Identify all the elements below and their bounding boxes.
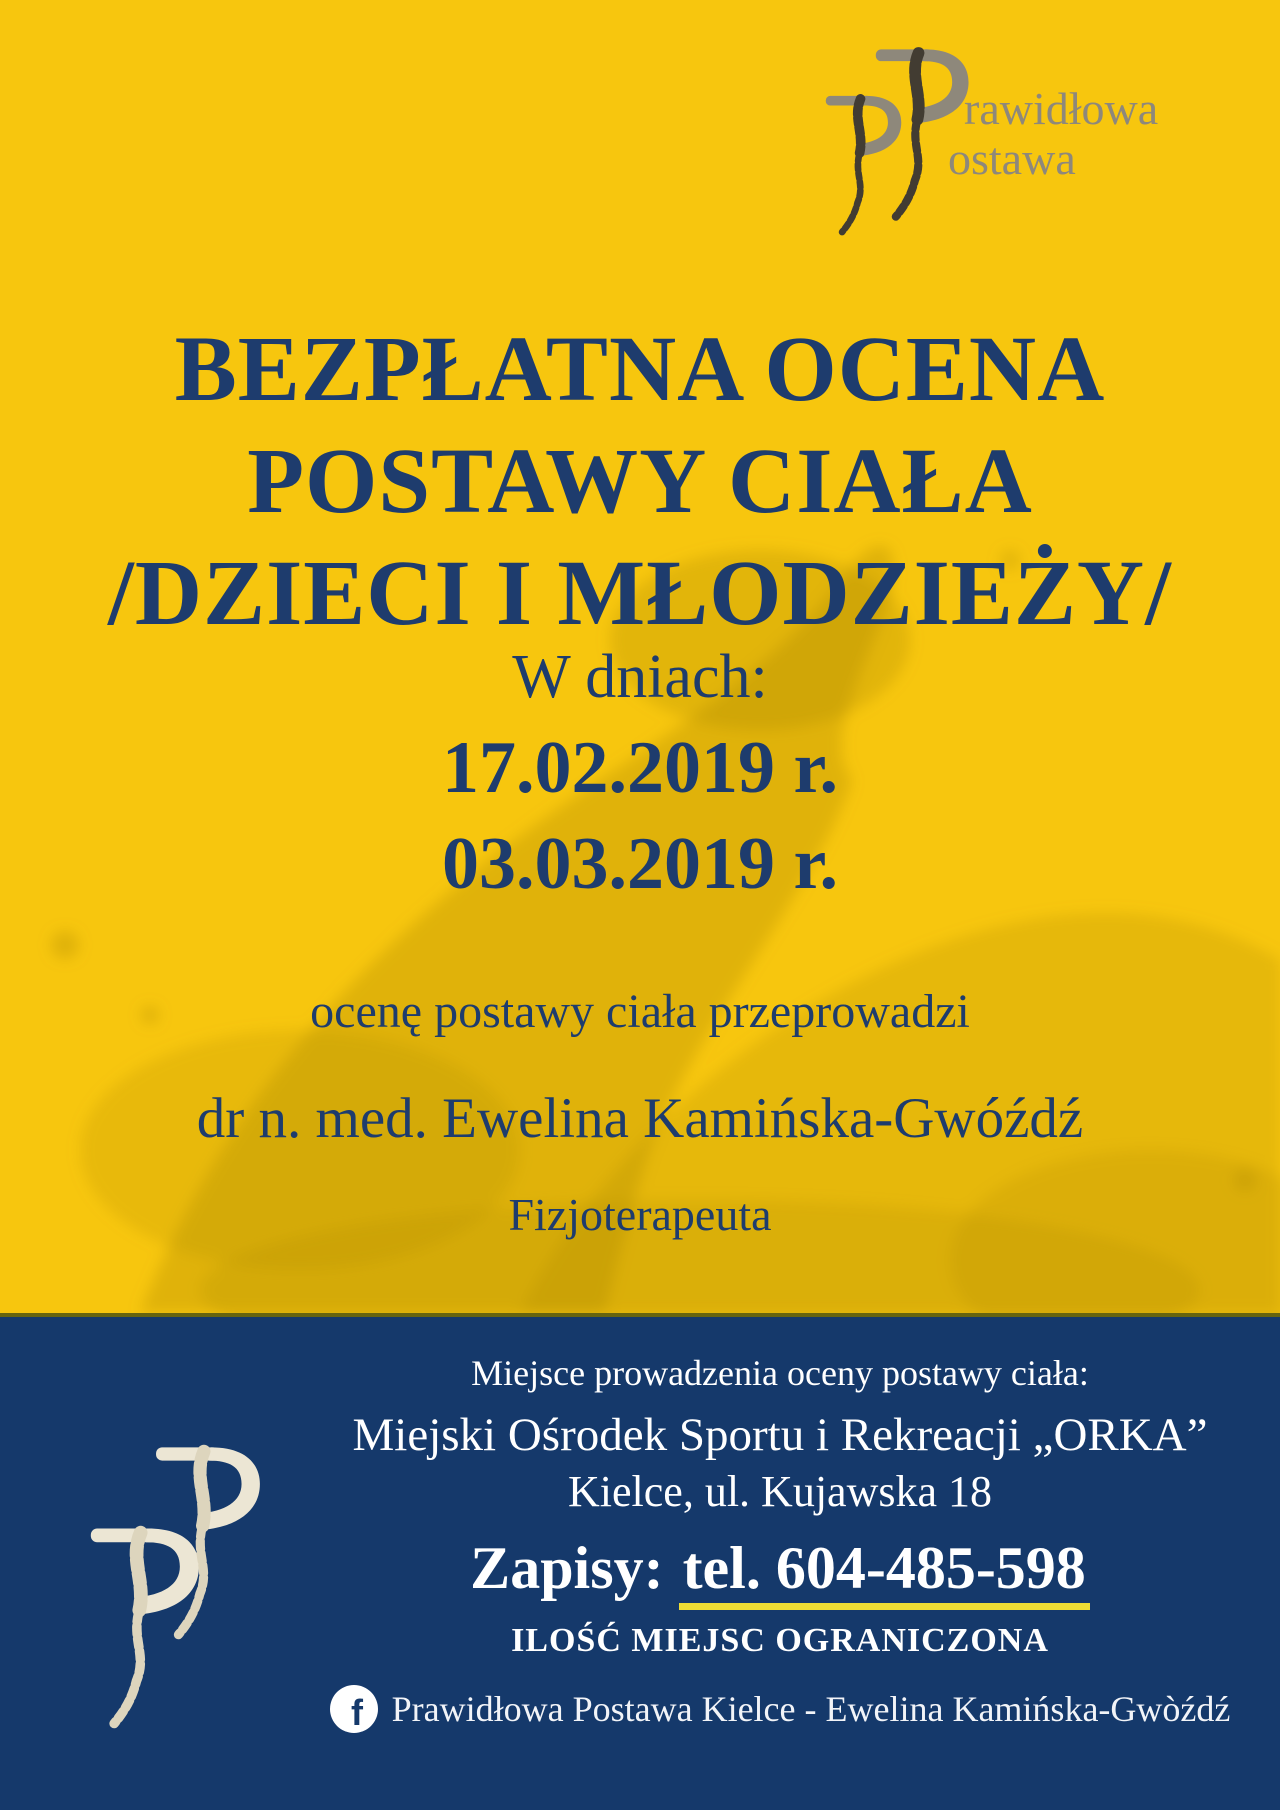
poster-title-line2: POSTAWY CIAŁA <box>247 430 1033 534</box>
schedule-date-2: 03.03.2019 r. <box>441 823 839 905</box>
brand-logo <box>800 38 1200 253</box>
venue-address: Kielce, ul. Kujawska 18 <box>568 1467 992 1516</box>
conductor-role: Fizjoterapeuta <box>508 1189 772 1240</box>
poster-title-line3: /DZIECI I MŁODZIEŻY/ <box>108 542 1172 646</box>
navy-section <box>0 1313 1280 1810</box>
brand-word-prawidlowa: rawidłowa <box>964 83 1159 134</box>
schedule-date-1: 17.02.2019 r. <box>441 727 839 809</box>
venue-heading: Miejsce prowadzenia oceny postawy ciała: <box>471 1353 1089 1393</box>
conductor-lead-text: ocenę postawy ciała przeprowadzi <box>310 985 970 1038</box>
brand-word-postawa: ostawa <box>948 133 1076 184</box>
signup-label: Zapisy: <box>470 1535 664 1601</box>
signup-line <box>300 1534 1260 1603</box>
spine-letter-p-icon <box>154 1432 266 1650</box>
venue-name: Miejski Ośrodek Sportu i Rekreacji „ORKA” <box>352 1409 1208 1461</box>
facebook-f-letter: f <box>350 1692 363 1733</box>
poster-title-line1: BEZPŁATNA OCENA <box>174 318 1106 422</box>
limited-places-note: ILOŚĆ MIEJSC OGRANICZONA <box>511 1622 1049 1659</box>
facebook-icon <box>330 1685 378 1733</box>
facebook-row <box>300 1685 1260 1733</box>
schedule-intro: W dniach: <box>512 643 768 711</box>
brand-logo-cream <box>88 1432 308 1742</box>
conductor-name: dr n. med. Ewelina Kamińska-Gwóźdź <box>196 1087 1084 1150</box>
facebook-page-name: Prawidłowa Postawa Kielce - Ewelina Kamińska-Gwòźdź <box>391 1689 1231 1729</box>
signup-phone-number: tel. 604-485-598 <box>679 1535 1090 1610</box>
